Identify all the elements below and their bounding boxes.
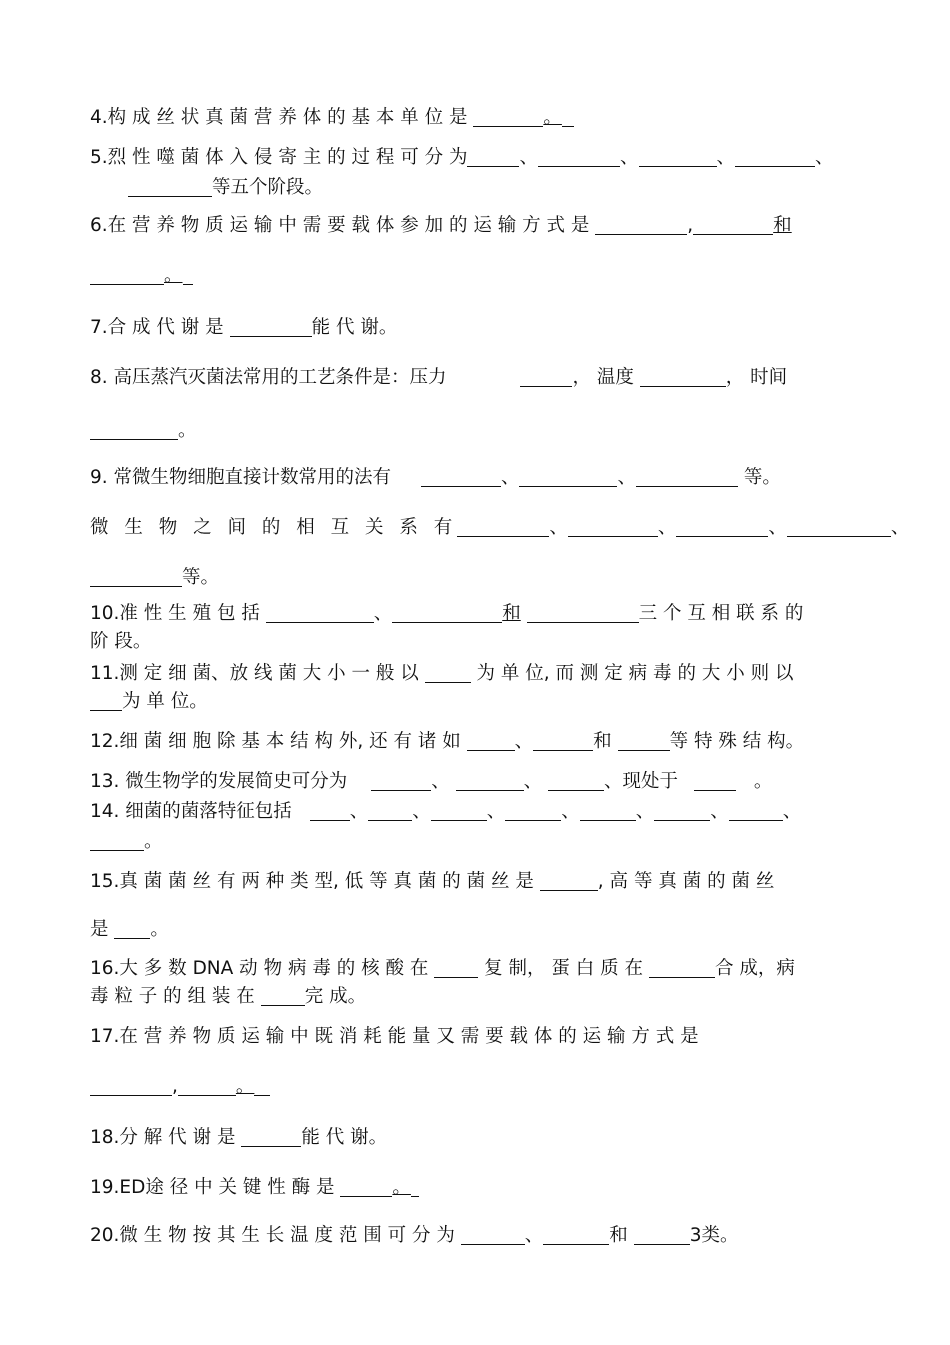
question-6-cont (90, 264, 865, 288)
q8-end: 。 (178, 420, 197, 441)
blank (533, 732, 593, 751)
question-relations (90, 516, 910, 540)
q8-text: 8. 高压蒸汽灭菌法常用的工艺条件是：压力 (90, 367, 447, 388)
blank (649, 959, 715, 978)
blank (371, 772, 431, 791)
q14-sep: 、 (782, 801, 802, 822)
blank (425, 664, 471, 683)
q14-sep: 、 (710, 801, 729, 822)
blank (431, 802, 487, 821)
question-15 (90, 870, 865, 894)
q9-sep: 、 (617, 467, 636, 488)
q13-end: 。 (753, 771, 773, 792)
blank (421, 468, 501, 487)
blank (90, 832, 144, 851)
q5-sep: 、 (519, 147, 538, 168)
blank (340, 1178, 392, 1197)
blank (90, 1077, 172, 1096)
question-11-cont (90, 690, 865, 714)
blank (254, 1077, 270, 1096)
q12-sep: 、 (514, 731, 534, 752)
blank (568, 518, 658, 537)
blank (636, 468, 738, 487)
q14-end: 。 (144, 831, 163, 852)
blank (128, 178, 212, 197)
blank (527, 604, 639, 623)
q12-end: 等 特 殊 结 构。 (669, 731, 805, 752)
q7-end: 能 代 谢。 (311, 317, 398, 338)
q18-text: 18.分 解 代 谢 是 (90, 1127, 236, 1148)
blank (595, 216, 687, 235)
q13-sep: 、 (523, 771, 543, 792)
blank (90, 692, 122, 711)
q20-text: 20.微 生 物 按 其 生 长 温 度 范 围 可 分 为 (90, 1225, 455, 1246)
q10-and: 和 (502, 603, 521, 624)
blank (183, 266, 193, 285)
blank (787, 518, 891, 537)
blank (694, 772, 736, 791)
q13-sep: 、 (431, 771, 450, 792)
q10-sep: 、 (373, 603, 393, 624)
q15-text3: 是 (90, 919, 109, 940)
blank (640, 368, 726, 387)
q16-text2: 复 制， 蛋 白 质 在 (484, 958, 644, 979)
q6-sep: , (687, 215, 694, 236)
q16-text3: 合 成，病 (714, 958, 795, 979)
blank (538, 148, 620, 167)
blank (505, 802, 561, 821)
question-relations-cont (90, 566, 865, 590)
question-5 (90, 146, 865, 170)
blank (676, 518, 768, 537)
q11-text2: 为 单 位, 而 测 定 病 毒 的 大 小 则 以 (476, 663, 794, 684)
question-10-cont (90, 630, 865, 654)
blank (519, 468, 617, 487)
rel-sep: 、 (768, 517, 787, 538)
question-9 (90, 466, 865, 490)
q13-current: 、现处于 (604, 771, 679, 792)
question-14 (90, 800, 865, 824)
q17-end: 。 (235, 1076, 255, 1097)
blank (543, 1226, 609, 1245)
question-5-cont (128, 176, 865, 200)
question-4 (90, 106, 865, 130)
blank (693, 216, 773, 235)
q14-sep: 、 (412, 801, 431, 822)
question-17-cont (90, 1075, 865, 1099)
question-16-cont (90, 985, 865, 1009)
question-13 (90, 770, 865, 794)
q16-text: 16.大 多 数 DNA 动 物 病 毒 的 核 酸 在 (90, 958, 429, 979)
q20-sep: 、 (524, 1225, 544, 1246)
q15-text2: , 高 等 真 菌 的 菌 丝 (597, 871, 775, 892)
question-19 (90, 1176, 865, 1200)
question-14-cont (90, 830, 865, 854)
blank (368, 802, 412, 821)
blank (310, 802, 350, 821)
question-8 (90, 366, 865, 390)
q6-end: 。 (164, 265, 183, 286)
q20-end: 3类。 (689, 1225, 739, 1246)
q14-sep: 、 (486, 801, 506, 822)
blank (461, 1226, 525, 1245)
blank (654, 802, 710, 821)
blank (241, 1128, 301, 1147)
q5-end: 等五个阶段。 (212, 177, 324, 198)
q6-text: 6.在 营 养 物 质 运 输 中 需 要 载 体 参 加 的 运 输 方 式 是 (90, 215, 590, 236)
q8-time: ， 时间 (725, 367, 788, 388)
question-17 (90, 1025, 865, 1049)
question-20 (90, 1224, 865, 1248)
q11-text: 11.测 定 细 菌、放 线 菌 大 小 一 般 以 (90, 663, 419, 684)
blank (540, 872, 598, 891)
question-7 (90, 316, 865, 340)
blank (90, 421, 178, 440)
blank (411, 1178, 419, 1197)
q5-sep: 、 (716, 147, 736, 168)
q4-end: 。 (543, 107, 562, 128)
q15-end: 。 (150, 919, 169, 940)
blank (392, 604, 502, 623)
blank (580, 802, 636, 821)
question-10 (90, 602, 865, 626)
q18-end: 能 代 谢。 (301, 1127, 388, 1148)
q17-text: 17.在 营 养 物 质 运 输 中 既 消 耗 能 量 又 需 要 载 体 的 运 输 方 式 是 (90, 1026, 699, 1047)
blank (114, 920, 150, 939)
blank (261, 987, 305, 1006)
q13-text: 13. 微生物学的发展简史可分为 (90, 771, 348, 792)
q5-text: 5.烈 性 噬 菌 体 入 侵 寄 主 的 过 程 可 分 为 (90, 147, 468, 168)
blank (735, 148, 815, 167)
q20-and: 和 (609, 1225, 628, 1246)
q12-text: 12.细 菌 细 胞 除 基 本 结 构 外, 还 有 诸 如 (90, 731, 461, 752)
blank (456, 772, 524, 791)
blank (467, 732, 515, 751)
q12-and: 和 (593, 731, 612, 752)
blank (618, 732, 670, 751)
q16-text4: 毒 粒 子 的 组 装 在 (90, 986, 255, 1007)
q9-text: 9. 常微生物细胞直接计数常用的法有 (90, 467, 392, 488)
question-8-cont (90, 419, 865, 443)
q6-and: 和 (773, 215, 792, 236)
question-18 (90, 1126, 865, 1150)
q19-text: 19.ED途 径 中 关 键 性 酶 是 (90, 1177, 335, 1198)
rel-sep: 、 (549, 517, 568, 538)
question-6 (90, 214, 865, 238)
blank (467, 148, 519, 167)
q17-sep: , (172, 1076, 178, 1097)
q9-end: 等。 (743, 467, 781, 488)
question-11 (90, 662, 865, 686)
q7-text: 7.合 成 代 谢 是 (90, 317, 224, 338)
blank (520, 368, 572, 387)
q5-sep: 、 (620, 147, 639, 168)
q14-sep: 、 (349, 801, 369, 822)
q16-end: 完 成。 (304, 986, 367, 1007)
blank (639, 148, 717, 167)
q14-sep: 、 (561, 801, 580, 822)
q10-text: 10.准 性 生 殖 包 括 (90, 603, 260, 624)
blank (90, 266, 164, 285)
q10-text2: 三 个 互 相 联 系 的 (638, 603, 804, 624)
q14-sep: 、 (635, 801, 655, 822)
q5-sep: 、 (815, 147, 834, 168)
q4-text: 4.构 成 丝 状 真 菌 营 养 体 的 基 本 单 位 是 (90, 107, 468, 128)
question-12 (90, 730, 865, 754)
blank (548, 772, 604, 791)
q14-text: 14. 细菌的菌落特征包括 (90, 801, 292, 822)
question-15-cont (90, 918, 865, 942)
q19-end: 。 (392, 1177, 411, 1198)
q10-end: 阶 段。 (90, 631, 152, 652)
rel-sep: 、 (890, 517, 910, 538)
rel-end: 等。 (182, 567, 220, 588)
blank (729, 802, 783, 821)
blank (562, 108, 574, 127)
question-16 (90, 957, 865, 981)
q9-sep: 、 (500, 467, 520, 488)
blank (634, 1226, 690, 1245)
blank (178, 1077, 236, 1096)
blank (90, 568, 182, 587)
blank (230, 318, 312, 337)
q11-end: 为 单 位。 (122, 691, 208, 712)
blank (434, 959, 478, 978)
blank (473, 108, 543, 127)
q15-text: 15.真 菌 菌 丝 有 两 种 类 型, 低 等 真 菌 的 菌 丝 是 (90, 871, 534, 892)
q8-temp: ， 温度 (572, 367, 634, 388)
rel-sep: 、 (657, 517, 677, 538)
blank (457, 518, 549, 537)
rel-text: 微 生 物 之 间 的 相 互 关 系 有 (90, 517, 458, 538)
blank (266, 604, 374, 623)
